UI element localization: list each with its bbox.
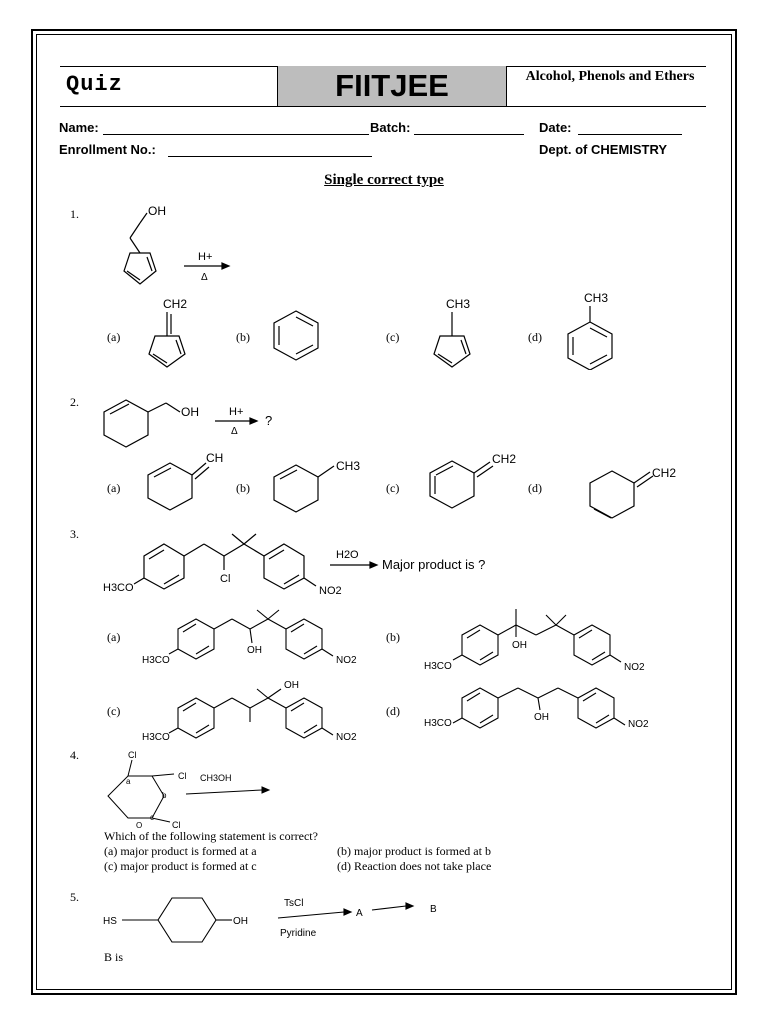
q3-option-c-structure [140,676,370,746]
question-1-reaction [100,198,240,294]
question-2-reaction [100,395,290,453]
topic-title: Alcohol, Phenols and Ethers [525,69,695,84]
q2-option-c-structure [422,446,532,518]
brand-box [277,66,507,106]
q2-option-c-label[interactable]: (c) [386,481,400,495]
q3-methoxy: H3CO [103,582,134,594]
q3-option-c-label[interactable]: (c) [107,704,121,718]
q1-option-b-label[interactable]: (b) [236,330,250,344]
question-4-reaction [100,748,280,830]
q1c-group: CH3 [446,297,471,311]
q2-oh: OH [181,405,199,419]
q2b-group: CH3 [336,459,361,473]
q1-option-d-label[interactable]: (d) [528,330,542,344]
q2-reagent-bottom: Δ [231,426,238,437]
q5-prompt: B is [104,950,124,964]
q4-option-d[interactable]: (d) Reaction does not take place [337,859,492,873]
q4-atom-o: O [136,821,143,830]
q2-option-a-label[interactable]: (a) [107,481,121,495]
q1-reagent-top: H+ [198,251,213,263]
q4-option-a[interactable]: (a) major product is formed at a [104,844,257,858]
q5-right-group: OH [233,916,248,927]
question-1-number: 1. [70,207,79,221]
q2-product: ? [265,413,273,428]
q3c-methoxy: H3CO [142,732,170,743]
q2-option-d-label[interactable]: (d) [528,481,542,495]
question-5-reaction [100,890,460,950]
q2-option-a-structure [140,448,240,520]
q3-option-b-structure [422,603,662,673]
q1d-group: CH3 [584,291,609,305]
q1a-group: CH2 [163,297,188,311]
q3-prompt: Major product is ? [382,557,486,572]
q3b-hydroxy: OH [512,640,527,651]
q3c-nitro: NO2 [336,732,357,743]
q3c-hydroxy: OH [284,680,299,691]
enrollment-field[interactable] [168,156,372,157]
q3d-hydroxy: OH [534,712,549,723]
q2-option-b-structure [268,450,368,522]
q4-cl1: Cl [128,750,137,760]
q1-option-a-label[interactable]: (a) [107,330,121,344]
q1-reagent-bottom: Δ [201,272,208,283]
date-label: Date: [539,120,572,135]
header-bottom-rule [60,106,706,107]
q2c-group: CH2 [492,452,517,466]
q4-option-b[interactable]: (b) major product is formed at b [337,844,491,858]
date-field[interactable] [578,134,682,135]
q2d-group: CH2 [652,466,677,480]
quiz-label: Quiz [66,72,123,97]
q3-option-d-structure [422,676,662,746]
q4-cl2: Cl [178,771,187,781]
q3b-nitro: NO2 [624,662,645,673]
q3-chloro: Cl [220,573,231,585]
q5-intermediate: A [356,908,363,919]
q5-reagent-top: TsCl [284,898,304,909]
question-3-number: 3. [70,527,79,541]
q3-nitro: NO2 [319,585,342,597]
q3a-methoxy: H3CO [142,655,170,666]
q5-left-group: HS [103,916,117,927]
q3d-methoxy: H3CO [424,718,452,729]
q3-option-b-label[interactable]: (b) [386,630,400,644]
q2-option-d-structure [584,456,694,528]
q5-reagent-bottom: Pyridine [280,928,317,939]
q1-option-c-label[interactable]: (c) [386,330,400,344]
q4-statement: Which of the following statement is correct? [104,829,318,843]
question-3-reaction [100,528,520,600]
batch-field[interactable] [414,134,524,135]
q1-option-b-structure [268,308,328,366]
q3a-nitro: NO2 [336,655,357,666]
brand-name: FIITJEE [335,68,449,103]
q3-option-d-label[interactable]: (d) [386,704,400,718]
q3b-methoxy: H3CO [424,661,452,672]
q4-atom-c: c [150,813,154,822]
q3a-hydroxy: OH [247,645,262,656]
dept-label: Dept. of CHEMISTRY [539,142,668,157]
name-field[interactable] [103,134,369,135]
q3-option-a-label[interactable]: (a) [107,630,121,644]
batch-label: Batch: [370,120,411,135]
q3-option-a-structure [140,605,370,669]
q1-option-d-structure [560,290,630,370]
q5-product: B [430,904,437,915]
section-title: Single correct type [324,172,444,188]
q1-option-a-structure [135,294,205,374]
q4-reagent: CH3OH [200,773,232,783]
q4-atom-a: a [126,777,131,786]
q2-option-b-label[interactable]: (b) [236,481,250,495]
q1-option-c-structure [420,294,490,374]
q2-reagent-top: H+ [229,406,244,418]
q2a-group: CH [206,451,224,465]
name-label: Name: [59,120,99,135]
q4-option-c[interactable]: (c) major product is formed at c [104,859,257,873]
q4-cl3: Cl [172,820,181,830]
q1-oh: OH [148,204,166,218]
enrollment-label: Enrollment No.: [59,142,156,157]
question-5-number: 5. [70,890,79,904]
q4-atom-b: b [162,791,167,800]
q3-reagent: H2O [336,549,359,561]
question-4-number: 4. [70,748,79,762]
question-2-number: 2. [70,395,79,409]
q3d-nitro: NO2 [628,719,649,730]
